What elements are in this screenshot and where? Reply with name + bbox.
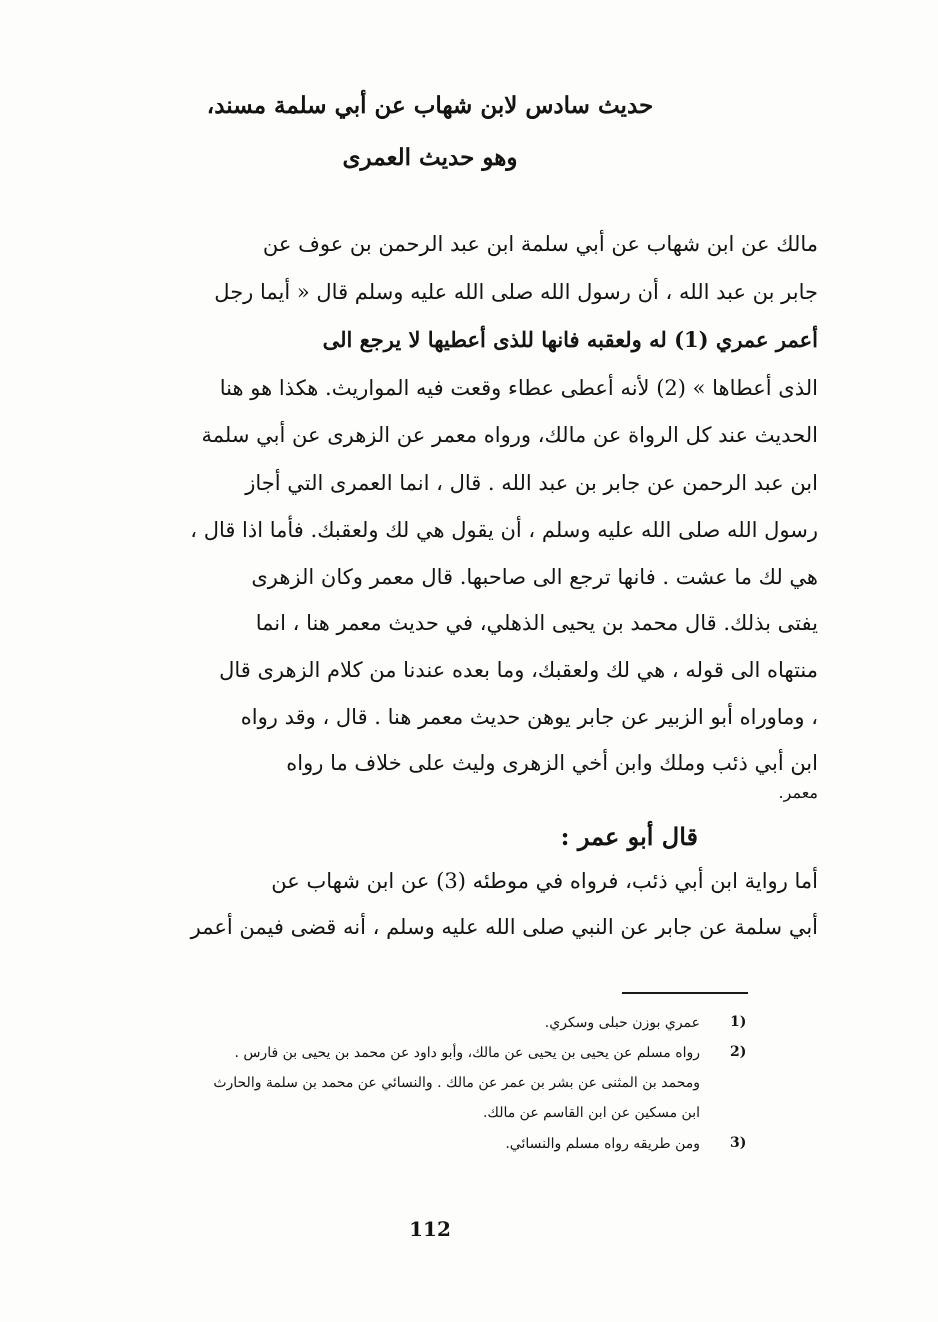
footnote-number: 3) — [730, 1135, 747, 1151]
body-line: معمر. — [778, 783, 818, 802]
footnote-number: 1) — [730, 1014, 747, 1030]
body-line: منتهاه الى قوله ، هي لك ولعقبك، وما بعده عندنا من كلام الزهرى قال — [219, 658, 818, 682]
footnote-text: عمري بوزن حبلى وسكري. — [544, 1015, 700, 1031]
body-line: أبي سلمة عن جابر عن النبي صلى الله عليه وسلم ، أنه قضى فيمن أعمر — [190, 915, 818, 939]
footnote-text: ومن طريقه رواه مسلم والنسائي. — [505, 1136, 700, 1152]
body-line: ، وماوراه أبو الزبير عن جابر يوهن حديث معمر هنا . قال ، وقد رواه — [240, 705, 818, 729]
body-line: الحديث عند كل الرواة عن مالك، ورواه معمر عن الزهرى عن أبي سلمة — [201, 423, 818, 447]
footnote-number: 2) — [730, 1044, 747, 1060]
body-line: يفتى بذلك. قال محمد بن يحيى الذهلي، في حديث معمر هنا ، انما — [255, 611, 818, 635]
page-number: 112 — [409, 1217, 451, 1241]
body-line: أعمر عمري (1) له ولعقبه فانها للذى أعطيها لا يرجع الى — [322, 327, 818, 352]
chapter-title: حديث سادس لابن شهاب عن أبي سلمة مسند، — [206, 92, 654, 119]
body-line: رسول الله صلى الله عليه وسلم ، أن يقول هي لك ولعقبك. فأما اذا قال ، — [190, 518, 818, 542]
chapter-subtitle: وهو حديث العمرى — [342, 144, 518, 171]
section-subheading: قال أبو عمر : — [560, 822, 698, 851]
body-line: ابن أبي ذئب وملك وابن أخي الزهرى وليث على خلاف ما رواه — [286, 751, 818, 775]
body-line: هي لك ما عشت . فانها ترجع الى صاحبها. قال معمر وكان الزهرى — [251, 565, 818, 589]
footnote-text: رواه مسلم عن يحيى بن يحيى عن مالك، وأبو داود عن محمد بن يحيى بن فارس . — [234, 1045, 700, 1061]
body-line: ابن عبد الرحمن عن جابر بن عبد الله . قال ، انما العمرى التي أجاز — [245, 471, 818, 495]
body-line: الذى أعطاها » (2) لأنه أعطى عطاء وقعت فيه المواريث. هكذا هو هنا — [219, 376, 818, 400]
footnote-divider — [622, 992, 748, 994]
body-line: جابر بن عبد الله ، أن رسول الله صلى الله عليه وسلم قال « أيما رجل — [214, 280, 818, 304]
footnote-text: ومحمد بن المثنى عن بشر بن عمر عن مالك . والنسائي عن محمد بن سلمة والحارث — [213, 1075, 700, 1091]
body-line: أما رواية ابن أبي ذئب، فرواه في موطئه (3) عن ابن شهاب عن — [271, 869, 818, 893]
footnote-text: ابن مسكين عن ابن القاسم عن مالك. — [482, 1105, 700, 1121]
body-line: مالك عن ابن شهاب عن أبي سلمة ابن عبد الرحمن بن عوف عن — [262, 232, 818, 256]
